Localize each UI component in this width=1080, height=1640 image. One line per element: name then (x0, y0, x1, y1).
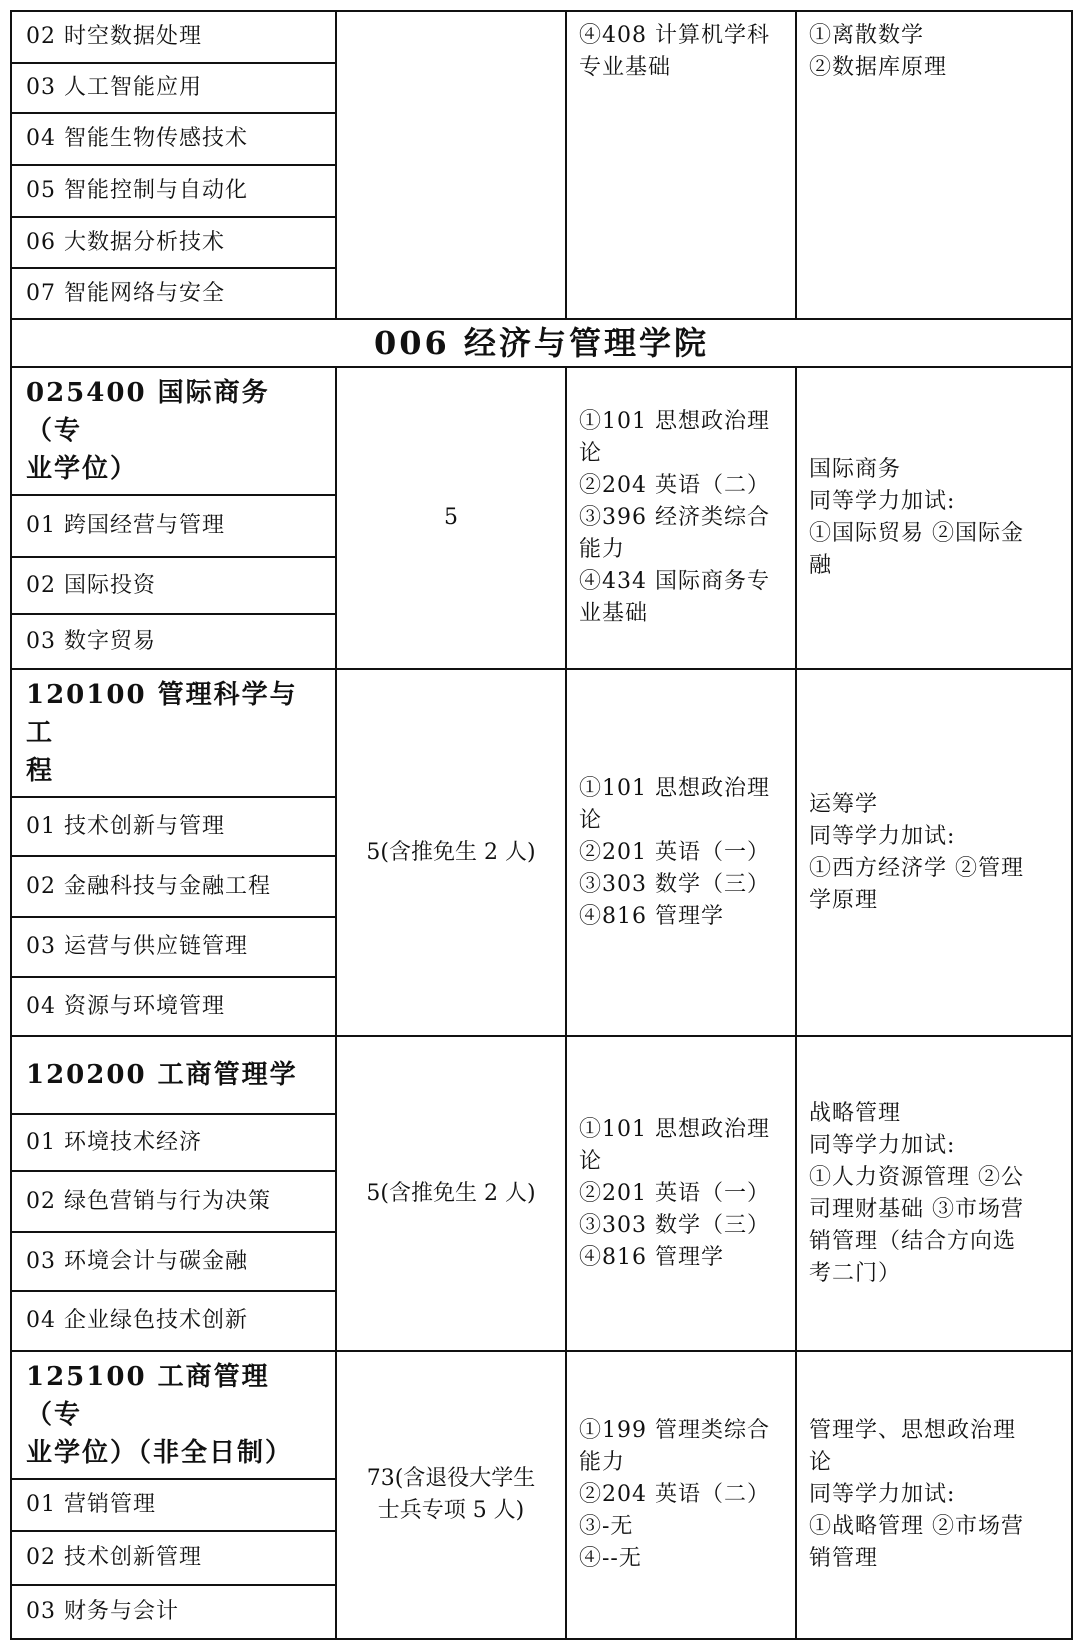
retest-line: 同等学力加试: (809, 823, 956, 849)
exam-subjects-cell (566, 1351, 796, 1639)
exam-line: ②204 英语（二） (579, 1482, 770, 1507)
retest-line: 运筹学 (809, 791, 879, 817)
retest-line: 管理学、思想政治理 (809, 1418, 1017, 1443)
exam-line: ③303 数学（三） (579, 1212, 770, 1238)
direction-cell: 03 数字贸易 (11, 614, 336, 669)
direction-cell: 03 环境会计与碳金融 (11, 1232, 336, 1291)
retest-line: 国际商务 (809, 457, 902, 482)
retest-line: 司理财基础 ③市场营 (809, 1196, 1024, 1222)
direction-cell: 04 智能生物传感技术 (11, 113, 336, 165)
direction-cell: 01 环境技术经济 (11, 1114, 336, 1171)
exam-line: 论 (579, 807, 603, 833)
direction-cell: 02 国际投资 (11, 557, 336, 614)
exam-subjects-cell (566, 367, 796, 669)
retest-subjects-cell (796, 1351, 1072, 1639)
major-title (11, 669, 336, 797)
admissions-table (10, 10, 1073, 1640)
retest-line: ①国际贸易 ②国际金 (809, 521, 1024, 546)
major-title-line: 120200 工商管理学 (26, 1060, 298, 1090)
exam-subjects-cell (566, 1036, 796, 1351)
direction-cell: 02 时空数据处理 (11, 11, 336, 63)
retest-line: 考二门） (809, 1260, 902, 1286)
direction-cell: 03 人工智能应用 (11, 63, 336, 113)
exam-line: 业基础 (579, 601, 649, 626)
college-header: 006 经济与管理学院 (11, 319, 1072, 367)
exam-subjects-cell (566, 669, 796, 1036)
retest-line: 论 (809, 1450, 833, 1475)
quota-cell (336, 11, 566, 319)
retest-line: 战略管理 (809, 1100, 902, 1126)
direction-cell: 02 金融科技与金融工程 (11, 856, 336, 917)
retest-subjects-cell (796, 669, 1072, 1036)
exam-line: ④408 计算机学科 (579, 23, 770, 48)
exam-line: ①101 思想政治理 (579, 775, 770, 801)
exam-subjects-cell (566, 11, 796, 319)
quota-cell: 5 (336, 367, 566, 669)
retest-subjects-cell (796, 1036, 1072, 1351)
exam-line: ②201 英语（一） (579, 1180, 770, 1206)
exam-line: 论 (579, 1148, 603, 1174)
exam-line: ①101 思想政治理 (579, 1116, 770, 1142)
retest-line: 销管理（结合方向选 (809, 1228, 1017, 1254)
quota-cell: 5(含推免生 2 人) (336, 1036, 566, 1351)
exam-line: ①199 管理类综合 (579, 1418, 770, 1443)
quota-cell (336, 1351, 566, 1639)
retest-line: 同等学力加试: (809, 1482, 956, 1507)
exam-line: ④816 管理学 (579, 903, 724, 929)
direction-cell: 05 智能控制与自动化 (11, 165, 336, 217)
exam-line: 论 (579, 441, 603, 466)
exam-line: ②204 英语（二） (579, 473, 770, 498)
major-title-line: 业学位） (26, 454, 139, 484)
exam-line: ②201 英语（一） (579, 839, 770, 865)
direction-cell: 06 大数据分析技术 (11, 217, 336, 268)
retest-line: ①西方经济学 ②管理 (809, 855, 1024, 881)
quota-cell: 5(含推免生 2 人) (336, 669, 566, 1036)
retest-line: ②数据库原理 (809, 55, 948, 80)
direction-cell: 02 绿色营销与行为决策 (11, 1171, 336, 1232)
retest-line: 销管理 (809, 1546, 879, 1571)
major-title-line: 125100 工商管理 （专 (26, 1362, 270, 1430)
direction-cell: 07 智能网络与安全 (11, 268, 336, 319)
exam-line: ③303 数学（三） (579, 871, 770, 897)
direction-cell: 01 营销管理 (11, 1479, 336, 1531)
direction-cell: 04 资源与环境管理 (11, 977, 336, 1036)
exam-line: ④--无 (579, 1546, 642, 1571)
retest-line: 融 (809, 553, 833, 578)
major-title-line: 程 (26, 756, 55, 786)
direction-cell: 01 跨国经营与管理 (11, 495, 336, 557)
direction-cell: 04 企业绿色技术创新 (11, 1291, 336, 1351)
major-title (11, 1036, 336, 1114)
retest-subjects-cell (796, 367, 1072, 669)
direction-cell: 03 财务与会计 (11, 1585, 336, 1639)
major-title (11, 1351, 336, 1479)
direction-cell: 01 技术创新与管理 (11, 797, 336, 856)
exam-line: ④816 管理学 (579, 1244, 724, 1270)
exam-line: ①101 思想政治理 (579, 409, 770, 434)
exam-line: ③-无 (579, 1514, 634, 1539)
exam-line: 专业基础 (579, 55, 672, 80)
retest-line: 学原理 (809, 887, 879, 913)
retest-line: 同等学力加试: (809, 1132, 956, 1158)
retest-line: ①人力资源管理 ②公 (809, 1164, 1024, 1190)
quota-line: 73(含退役大学生 (366, 1466, 536, 1491)
exam-line: ④434 国际商务专 (579, 569, 770, 594)
major-title (11, 367, 336, 495)
major-title-line: 业学位）（非全日制） (26, 1438, 294, 1468)
direction-cell: 02 技术创新管理 (11, 1531, 336, 1585)
retest-line: 同等学力加试: (809, 489, 956, 514)
exam-line: 能力 (579, 1450, 626, 1475)
major-title-line: 120100 管理科学与工 (26, 680, 298, 748)
exam-line: 能力 (579, 537, 626, 562)
retest-line: ①战略管理 ②市场营 (809, 1514, 1024, 1539)
exam-line: ③396 经济类综合 (579, 505, 770, 530)
quota-line: 士兵专项 5 人) (377, 1498, 525, 1523)
direction-cell: 03 运营与供应链管理 (11, 917, 336, 977)
retest-line: ①离散数学 (809, 23, 925, 48)
retest-subjects-cell (796, 11, 1072, 319)
major-title-line: 025400 国际商务 （专 (26, 378, 270, 446)
